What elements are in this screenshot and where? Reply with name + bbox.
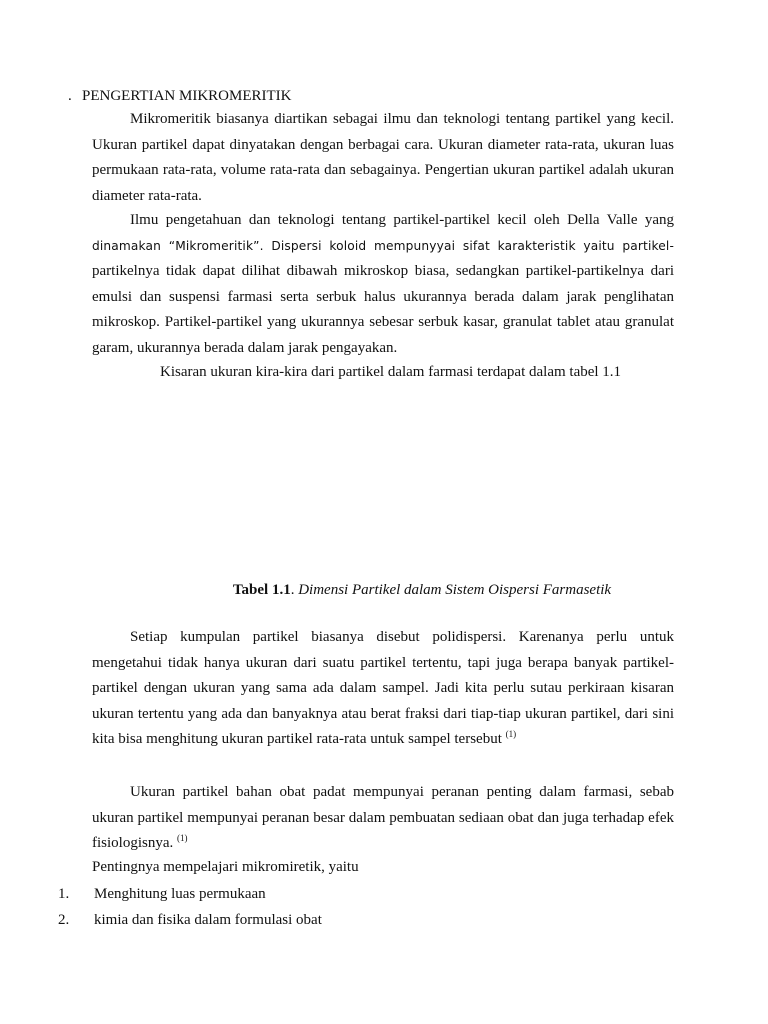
heading-bullet: . xyxy=(68,88,72,104)
paragraph-importance xyxy=(92,780,674,857)
list-item-number: 2. xyxy=(58,911,70,928)
paragraph-definition: Mikromeritik biasanya diartikan sebagai ilmu dan teknologi tentang partikel yang kecil. Ukuran partikel dapat dinyatakan dengan berbagai cara. Ukuran diameter rata-rata, ukuran luas permukaan rata-rata, volume rata-rata dan sebagainya. Pengertian ukuran partikel adalah ukuran diameter rata-rata. xyxy=(92,111,674,204)
table-reference-note: Kisaran ukuran kira-kira dari partikel dalam farmasi terdapat dalam tabel 1.1 xyxy=(160,364,622,380)
list-item-text: kimia dan fisika dalam formulasi obat xyxy=(94,911,322,928)
table-caption-separator: . xyxy=(290,582,299,598)
numbered-list xyxy=(58,882,322,933)
list-item xyxy=(58,908,322,934)
reference-marker: (1) xyxy=(177,833,188,844)
reference-marker: (1) xyxy=(505,729,517,740)
paragraph-polydispersity-text: Setiap kumpulan partikel biasanya disebut polidispersi. Karenanya perlu untuk mengetahui tidak hanya ukuran dari suatu partikel tertentu, tapi juga berapa banyak partikel-partikel dengan ukuran yang sama ada dalam sampel. Jadi kita perlu sutau perkiraan kisaran ukuran tertentu yang ada dan banyaknya atau berat fraksi dari tiap-tiap ukuran partikel, dari sini kita bisa menghitung ukuran partikel rata-rata untuk sampel tersebut xyxy=(92,629,674,748)
table-caption xyxy=(0,580,768,600)
paragraph-della-valle-part-2: dinamakan “Mikromeritik”. Dispersi koloid mempunyyai sifat karakteristik yaitu partikel- xyxy=(92,238,674,253)
table-caption-text: Dimensi Partikel dalam Sistem Oispersi Farmasetik xyxy=(298,582,612,598)
paragraph-della-valle-part-3: partikelnya tidak dapat dilihat dibawah mikroskop biasa, sedangkan partikel-partikelnya dari emulsi dan suspensi farmasi serta serbuk halus ukurannya berada dalam jarak penglihatan mikroskop. Partikel-partikel yang ukurannya sebesar serbuk kasar, granulat tablet atau granulat garam, ukurannya berada dalam jarak pengayakan. xyxy=(92,263,674,356)
list-intro: Pentingnya mempelajari mikromiretik, yaitu xyxy=(92,859,359,875)
paragraph-della-valle xyxy=(92,208,674,362)
heading-title: PENGERTIAN MIKROMERITIK xyxy=(82,88,292,104)
paragraph-polydispersity xyxy=(92,625,674,753)
list-item-number: 1. xyxy=(58,886,70,902)
list-item xyxy=(58,882,322,908)
paragraph-importance-text: Ukuran partikel bahan obat padat mempunyai peranan penting dalam farmasi, sebab ukuran partikel mempunyai peranan besar dalam pembuatan sediaan obat dan juga terhadap efek fisiologisnya. xyxy=(92,784,674,852)
paragraph-della-valle-part-1: Ilmu pengetahuan dan teknologi tentang partikel-partikel kecil oleh Della Valle yang xyxy=(130,212,674,228)
section-heading xyxy=(68,86,292,106)
list-item-text: Menghitung luas permukaan xyxy=(94,886,266,902)
table-caption-label: Tabel 1.1 xyxy=(232,582,291,598)
